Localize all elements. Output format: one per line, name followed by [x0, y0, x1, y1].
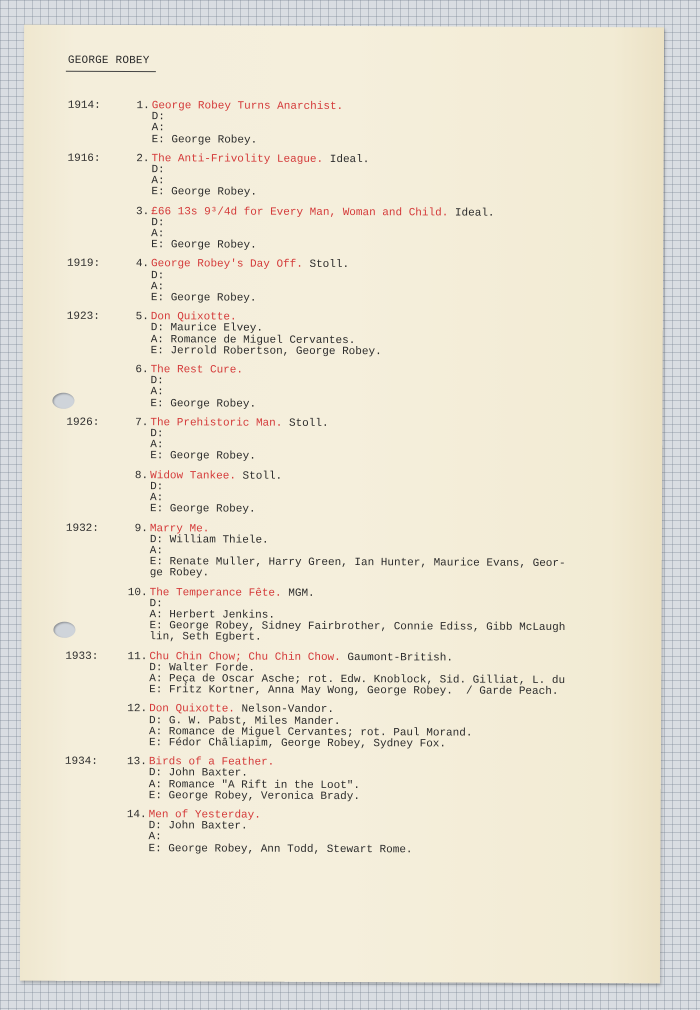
entry-year: 1919: — [67, 258, 101, 271]
entry-body — [149, 757, 629, 804]
entry-number: 4. — [135, 258, 150, 271]
director-line: D: William Thiele. — [149, 533, 269, 547]
entry-number: 10. — [127, 586, 148, 599]
film-entry — [23, 206, 663, 254]
film-title: Birds of a Feather. — [148, 756, 275, 769]
film-entry — [21, 651, 661, 699]
director-line: D: G. W. Pabst, Miles Mander. — [149, 714, 341, 728]
director-line: D: John Baxter. — [148, 820, 248, 833]
entry-number: 3. — [136, 205, 150, 218]
entry-body — [150, 524, 630, 582]
adaptation-line: A: — [151, 122, 165, 135]
film-entry — [23, 312, 663, 360]
adaptation-line: A: — [148, 831, 162, 844]
adaptation-line: A: Peça de Oscar Asche; rot. Edw. Knoblock, Sid. Gilliat, L. du — [149, 673, 566, 687]
entry-number: 9. — [134, 522, 148, 535]
director-line: D: — [150, 428, 164, 441]
entry-number: 7. — [135, 416, 149, 430]
entry-year: 1933: — [65, 650, 99, 663]
adaptation-line: A: Romance "A Rift in the Loot". — [148, 778, 361, 792]
cast-line-continued: lin, Seth Egbert. — [149, 631, 262, 644]
entry-body — [151, 312, 631, 359]
film-title: Marry Me. — [149, 522, 210, 535]
film-entry — [21, 704, 661, 752]
film-title: The Anti-Frivolity League. — [151, 152, 324, 166]
film-entry — [21, 757, 661, 805]
film-title: The Prehistoric Man. — [150, 417, 283, 430]
film-entry — [22, 523, 662, 582]
entry-year: 1923: — [66, 311, 100, 324]
cast-line: E: George Robey. — [150, 397, 257, 411]
entry-number: 1. — [136, 100, 150, 113]
film-entry — [23, 259, 663, 307]
cast-line: E: George Robey, Ann Todd, Stewart Rome. — [148, 842, 413, 856]
film-entry — [22, 365, 662, 413]
entry-body — [152, 101, 632, 148]
entry-body — [149, 652, 629, 699]
film-title: The Rest Cure. — [150, 364, 244, 377]
cast-line: E: George Robey, Sidney Fairbrother, Connie Ediss, Gibb McLaugh — [149, 620, 566, 635]
entry-year: 1916: — [67, 152, 101, 165]
page-header: GEORGE ROBEY — [67, 54, 150, 68]
adaptation-line: A: — [151, 175, 165, 188]
director-line: D: — [149, 597, 163, 610]
cast-line: E: George Robey. — [151, 239, 257, 252]
film-entry — [21, 587, 661, 646]
entry-number: 8. — [134, 469, 149, 482]
entry-body — [148, 810, 628, 857]
cast-line: E: Renate Muller, Harry Green, Ian Hunter, Maurice Evans, Geor- — [149, 556, 566, 571]
director-line: D: — [150, 375, 164, 388]
entry-year: 1926: — [66, 416, 100, 429]
adaptation-line: A: — [149, 545, 164, 558]
film-company: Ideal. — [329, 153, 370, 166]
adaptation-line: A: Romance de Miguel Cervantes. — [150, 333, 356, 347]
entry-number: 5. — [135, 311, 149, 324]
cast-line: E: Fritz Kortner, Anna May Wong, George Robey. / Garde Peach. — [149, 684, 559, 699]
film-title: Chu Chin Chow; Chu Chin Chow. — [149, 650, 341, 664]
entry-body — [149, 588, 629, 646]
film-company: Ideal. — [454, 207, 495, 220]
director-line: D: — [151, 164, 165, 177]
cast-line: E: George Robey. — [149, 503, 256, 516]
document-page — [20, 25, 664, 984]
director-line: D: — [150, 269, 165, 282]
entry-year: 1934: — [64, 755, 98, 769]
film-title: George Robey Turns Anarchist. — [151, 100, 344, 114]
film-company: Nelson-Vandor. — [241, 703, 334, 717]
adaptation-line: A: — [150, 281, 165, 294]
film-company: Stoll. — [242, 470, 283, 483]
cast-line: E: Jerrold Robertson, George Robey. — [150, 345, 382, 359]
film-company: Stoll. — [288, 417, 329, 430]
director-line: D: Walter Forde. — [149, 661, 255, 675]
film-company: Gaumont-British. — [347, 651, 454, 665]
entry-body — [150, 471, 630, 518]
film-entry — [22, 417, 662, 465]
film-entry — [20, 810, 660, 858]
film-title: Don Quixotte. — [150, 311, 237, 324]
director-line: D: — [151, 216, 165, 230]
header-underline — [66, 71, 156, 72]
entry-body — [151, 260, 631, 307]
director-line: D: — [150, 481, 164, 494]
entry-body — [150, 365, 630, 412]
director-line: D: John Baxter. — [148, 767, 248, 780]
adaptation-line: A: — [150, 439, 164, 452]
film-title: The Temperance Fête. — [149, 586, 282, 600]
adaptation-line: A: — [151, 228, 165, 241]
film-title: £66 13s 9³/4d for Every Man, Woman and Child. — [151, 205, 449, 220]
entry-body — [149, 705, 629, 752]
film-entry — [22, 470, 662, 518]
cast-line: E: George Robey. — [150, 450, 256, 464]
entry-body — [150, 418, 630, 465]
film-entry — [23, 153, 663, 201]
entry-number: 14. — [126, 809, 147, 822]
filmography-list — [20, 101, 663, 866]
director-line: D: Maurice Elvey. — [150, 322, 264, 336]
film-company: Stoll. — [309, 259, 350, 272]
adaptation-line: A: Romance de Miguel Cervantes; rot. Paul Morand. — [148, 725, 473, 740]
film-entry — [24, 101, 664, 149]
cast-line: E: George Robey. — [151, 186, 258, 200]
entry-body — [151, 154, 631, 201]
cast-line: E: George Robey, Veronica Brady. — [148, 789, 360, 803]
entry-number: 6. — [135, 364, 149, 377]
cast-line: E: George Robey. — [150, 292, 257, 305]
entry-number: 11. — [127, 650, 148, 663]
entry-number: 2. — [136, 152, 150, 165]
cast-line: E: Fédor Châliapim, George Robey, Sydney Fox. — [148, 737, 447, 751]
adaptation-line: A: Herbert Jenkins. — [149, 609, 275, 622]
film-title: Don Quixotte. — [149, 703, 235, 716]
film-company: MGM. — [288, 587, 315, 600]
adaptation-line: A: — [150, 386, 164, 399]
entry-body — [151, 207, 631, 254]
film-title: George Robey's Day Off. — [151, 258, 303, 272]
adaptation-line: A: — [149, 492, 164, 505]
film-title: Widow Tankee. — [150, 469, 236, 483]
entry-number: 13. — [127, 756, 147, 769]
entry-year: 1932: — [65, 522, 99, 535]
film-title: Men of Yesterday. — [148, 809, 261, 822]
entry-year: 1914: — [67, 99, 101, 112]
entry-number: 12. — [127, 703, 148, 716]
cast-line-continued: ge Robey. — [149, 567, 210, 580]
director-line: D: — [151, 111, 165, 124]
entry-title-line — [151, 207, 631, 220]
cast-line: E: George Robey. — [151, 133, 258, 147]
